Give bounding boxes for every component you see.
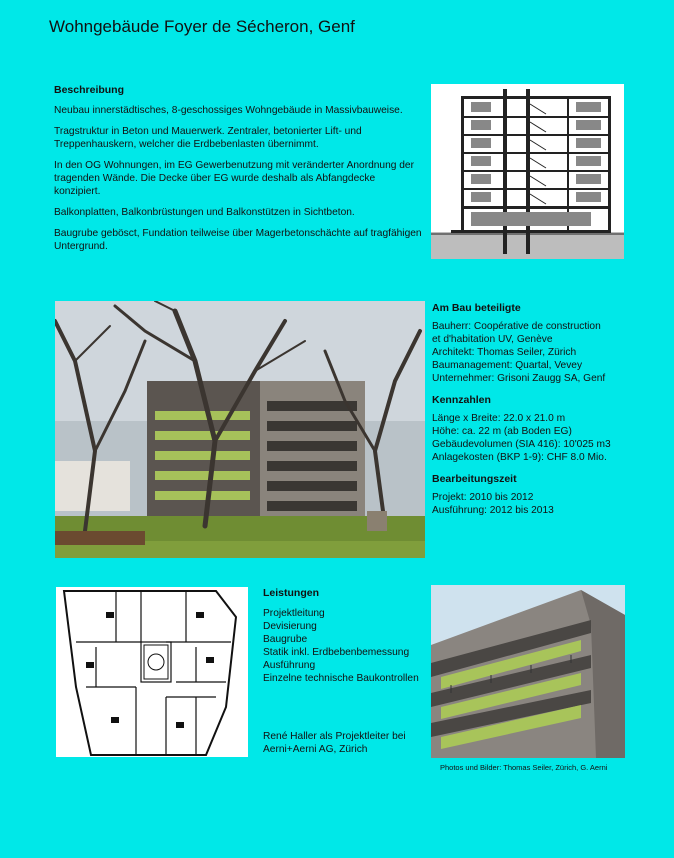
bearbeitungszeit-heading: Bearbeitungszeit (432, 473, 517, 485)
bearbeitungszeit-line: Ausführung: 2012 bis 2013 (432, 505, 554, 516)
page-title: Wohngebäude Foyer de Sécheron, Genf (49, 17, 355, 36)
leistungen-section (263, 587, 423, 685)
leistungen-heading: Leistungen (263, 587, 320, 599)
bearbeitungszeit-section (432, 473, 657, 517)
beteiligte-line: et d'habitation UV, Genève (432, 334, 553, 345)
beschreibung-paragraph-3: In den OG Wohnungen, im EG Gewerbenutzung mit veränderter Anordnung der tragenden Wände. Die Decke über EG wurde deshalb als Abfangdecke konzipiert. (54, 160, 414, 197)
floor-plan-drawing (56, 587, 248, 757)
leistungen-item: Statik inkl. Erdbebenbemessung (263, 647, 410, 658)
beschreibung-paragraph (54, 125, 422, 151)
beteiligte-list (432, 320, 657, 385)
bearbeitungszeit-line: Projekt: 2010 bis 2012 (432, 492, 534, 503)
leistungen-item: Baugrube (263, 634, 308, 645)
leistungen-list (263, 607, 423, 685)
photo-credit: Photos und Bilder: Thomas Seiler, Zürich, G. Aerni (440, 763, 608, 772)
kennzahlen-line: Höhe: ca. 22 m (ab Boden EG) (432, 426, 572, 437)
beschreibung-paragraph (54, 227, 422, 253)
kennzahlen-heading: Kennzahlen (432, 394, 491, 406)
kennzahlen-list (432, 412, 657, 464)
kennzahlen-line: Gebäudevolumen (SIA 416): 10'025 m3 (432, 439, 611, 450)
kennzahlen-line: Länge x Breite: 22.0 x 21.0 m (432, 413, 566, 424)
projektleiter-line: Aerni+Aerni AG, Zürich (263, 744, 368, 755)
leistungen-item: Devisierung (263, 621, 317, 632)
beteiligte-line: Architekt: Thomas Seiler, Zürich (432, 347, 577, 358)
info-column (432, 302, 657, 526)
beschreibung-section (54, 84, 422, 253)
beteiligte-line: Unternehmer: Grisoni Zaugg SA, Genf (432, 373, 606, 384)
beteiligte-section (432, 302, 657, 385)
beschreibung-paragraph-1: Neubau innerstädtisches, 8-geschossiges Wohngebäude in Massivbauweise. (54, 105, 403, 116)
building-photo (55, 301, 425, 558)
beschreibung-paragraph (54, 159, 422, 198)
beschreibung-heading: Beschreibung (54, 84, 125, 96)
beteiligte-line: Baumanagement: Quartal, Vevey (432, 360, 583, 371)
leistungen-item: Einzelne technische Baukontrollen (263, 673, 419, 684)
kennzahlen-section (432, 394, 657, 464)
building-section-drawing (431, 84, 624, 259)
beschreibung-paragraph-5: Baugrube gebösct, Fundation teilweise über Magerbetonschächte auf tragfähigen Untergrund. (54, 228, 422, 252)
beschreibung-paragraph-2: Tragstruktur in Beton und Mauerwerk. Zentraler, betonierter Lift- und Treppenhauskern, welcher die Erdbebenlasten übernimmt. (54, 126, 362, 150)
beteiligte-line: Bauherr: Coopérative de construction (432, 321, 601, 332)
projektleiter-note (263, 730, 433, 756)
bearbeitungszeit-list (432, 491, 657, 517)
beschreibung-paragraph (54, 206, 422, 219)
balcony-photo (431, 585, 625, 758)
beschreibung-paragraph (54, 104, 422, 117)
kennzahlen-line: Anlagekosten (BKP 1-9): CHF 8.0 Mio. (432, 452, 607, 463)
beteiligte-heading: Am Bau beteiligte (432, 302, 521, 314)
leistungen-item: Projektleitung (263, 608, 325, 619)
projektleiter-line: René Haller als Projektleiter bei (263, 731, 406, 742)
beschreibung-paragraph-4: Balkonplatten, Balkonbrüstungen und Balkonstützen in Sichtbeton. (54, 207, 355, 218)
leistungen-item: Ausführung (263, 660, 316, 671)
